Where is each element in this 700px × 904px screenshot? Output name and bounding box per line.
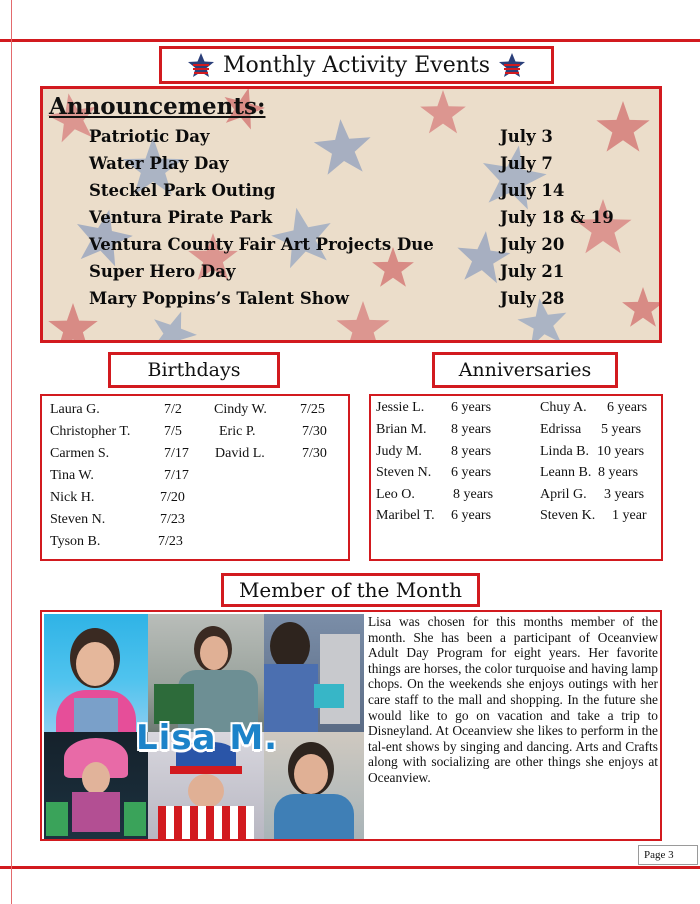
birthday-date: 7/17 xyxy=(164,446,189,461)
anniversary-years: 10 years xyxy=(597,444,645,459)
birthday-date: 7/17 xyxy=(164,468,189,483)
birthday-name: Carmen S. xyxy=(50,446,110,461)
anniversary-name: Edrissa xyxy=(540,422,582,437)
member-heading: Member of the Month xyxy=(238,578,463,602)
flag-star-icon xyxy=(498,52,526,78)
anniversary-years: 3 years xyxy=(604,487,645,502)
announcements-heading: Announcements: xyxy=(49,93,266,120)
announcement-name: Patriotic Day xyxy=(89,127,210,146)
announcement-row xyxy=(89,154,649,180)
anniversary-years: 8 years xyxy=(598,465,639,480)
anniversary-name: Linda B. xyxy=(540,444,589,459)
announcement-row xyxy=(89,127,649,153)
birthday-name: Laura G. xyxy=(50,402,100,417)
anniversary-years: 8 years xyxy=(453,487,494,502)
member-photo xyxy=(264,732,364,839)
top-border-rule xyxy=(0,39,700,42)
anniversaries-heading-box xyxy=(432,352,618,388)
page-title-box xyxy=(159,46,554,84)
anniversary-name: Judy M. xyxy=(376,444,422,459)
anniversary-name: Leo O. xyxy=(376,487,415,502)
announcement-name: Mary Poppins’s Talent Show xyxy=(89,289,349,308)
announcement-date: July 7 xyxy=(500,154,553,173)
anniversary-name: Steven N. xyxy=(376,465,432,480)
announcement-date: July 28 xyxy=(500,289,565,308)
member-panel xyxy=(40,610,662,841)
anniversaries-list xyxy=(369,394,663,561)
member-photo xyxy=(148,614,264,732)
birthday-date: 7/20 xyxy=(160,490,185,505)
announcement-name: Steckel Park Outing xyxy=(89,181,276,200)
announcements-panel xyxy=(40,86,662,343)
page-number: Page 3 xyxy=(638,845,698,865)
anniversary-years: 6 years xyxy=(607,400,648,415)
page-title: Monthly Activity Events xyxy=(222,52,491,78)
announcement-row xyxy=(89,208,649,234)
announcement-name: Water Play Day xyxy=(89,154,229,173)
announcement-name: Ventura Pirate Park xyxy=(89,208,273,227)
announcement-date: July 3 xyxy=(500,127,553,146)
birthday-date: 7/30 xyxy=(302,424,327,439)
birthday-date: 7/23 xyxy=(158,534,183,549)
birthday-date: 7/23 xyxy=(160,512,185,527)
announcement-date: July 14 xyxy=(500,181,565,200)
anniversary-years: 8 years xyxy=(451,422,492,437)
birthday-name: Tyson B. xyxy=(50,534,101,549)
birthday-name: Tina W. xyxy=(50,468,94,483)
announcement-row xyxy=(89,181,649,207)
announcement-date: July 20 xyxy=(500,235,565,254)
anniversary-name: Chuy A. xyxy=(540,400,587,415)
anniversary-years: 8 years xyxy=(451,444,492,459)
birthday-name: Eric P. xyxy=(219,424,256,439)
anniversary-years: 1 year xyxy=(612,508,647,523)
member-photo xyxy=(44,732,148,839)
member-bio: Lisa was chosen for this months member of the month. She has been a participant of Oceanview Adult Day Program for eight years. Her favorite things are horses, the color turquoise and having lamp chops. On the weekends she enjoys outings with her care staff to the mall and shopping. In the future she would like to go on vacation and take a trip to Disneyland. At Oceanview she likes to perform in the tal-ent shows by singing and dancing. Arts and Crafts along with socializing are other things she enjoys at Oceanview. xyxy=(368,614,658,785)
birthday-date: 7/5 xyxy=(164,424,182,439)
birthdays-heading-box xyxy=(108,352,280,388)
announcement-row xyxy=(89,289,649,315)
announcement-row xyxy=(89,262,649,288)
anniversary-name: Brian M. xyxy=(376,422,427,437)
anniversary-name: April G. xyxy=(540,487,587,502)
announcement-date: July 18 & 19 xyxy=(500,208,614,227)
announcement-name: Super Hero Day xyxy=(89,262,236,281)
member-photo xyxy=(44,614,148,732)
birthday-name: David L. xyxy=(215,446,265,461)
anniversary-name: Maribel T. xyxy=(376,508,435,523)
birthday-date: 7/30 xyxy=(302,446,327,461)
anniversary-name: Leann B. xyxy=(540,465,592,480)
birthday-date: 7/25 xyxy=(300,402,325,417)
birthday-name: Nick H. xyxy=(50,490,95,505)
birthday-name: Cindy W. xyxy=(214,402,267,417)
member-heading-box xyxy=(221,573,480,607)
birthday-name: Steven N. xyxy=(50,512,106,527)
flag-star-icon xyxy=(187,52,215,78)
anniversary-years: 6 years xyxy=(451,508,492,523)
member-photo-collage xyxy=(44,614,364,839)
anniversary-name: Jessie L. xyxy=(376,400,425,415)
anniversary-name: Steven K. xyxy=(540,508,596,523)
member-photo xyxy=(264,614,364,732)
anniversary-years: 6 years xyxy=(451,400,492,415)
anniversary-years: 5 years xyxy=(601,422,642,437)
birthdays-list xyxy=(40,394,350,561)
birthday-date: 7/2 xyxy=(164,402,182,417)
bottom-border-rule xyxy=(0,866,700,869)
anniversaries-heading: Anniversaries xyxy=(458,359,592,381)
announcement-date: July 21 xyxy=(500,262,565,281)
birthdays-heading: Birthdays xyxy=(147,359,241,381)
announcement-row xyxy=(89,235,649,261)
announcement-name: Ventura County Fair Art Projects Due xyxy=(89,235,434,254)
member-photo-caption: Lisa M. xyxy=(136,718,279,758)
left-margin-rule xyxy=(11,0,12,904)
anniversary-years: 6 years xyxy=(451,465,492,480)
birthday-name: Christopher T. xyxy=(50,424,131,439)
